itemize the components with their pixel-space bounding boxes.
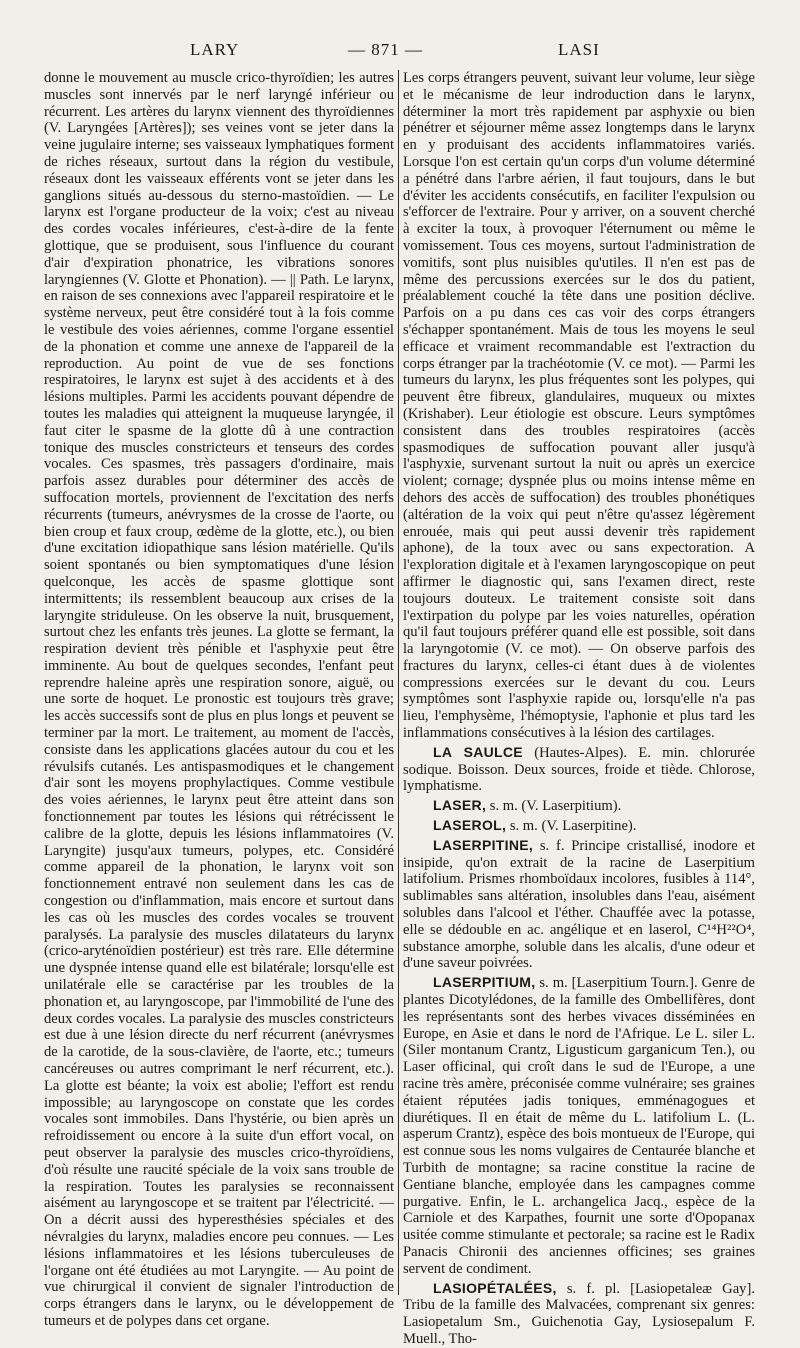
entry-lasiopetalees [403, 1280, 755, 1348]
entry-headword: LASER, [433, 797, 487, 814]
right-column [403, 70, 755, 1347]
larynx-article-text: donne le mouvement au muscle crico-thyroïdien; les autres muscles sont innervés par le nerf laryngé inférieur ou récurrent. Les artères du larynx viennent des thyroïdiennes (V. Laryngées [Artères]); ses veines vont se jeter dans la veine jugulaire interne; ses vaisseaux lymphatiques forment de riches réseaux, surtout dans la région du vestibule, réseaux dont les vaisseaux efférents vont se jeter dans les ganglions situés au-dessous du sterno-mastoïdien. — Le larynx est l'organe producteur de la voix; c'est au niveau des cordes vocales inférieures, c'est-à-dire de la fente glottique, que se produisent, sous l'influence du courant d'air d'expiration phonatrice, les vibrations sonores laryngiennes (V. Glotte et Phonation). — || Path. Le larynx, en raison de ses connexions avec l'appareil respiratoire et le système nerveux, peut être considéré tout à la fois comme le vestibule des voies aériennes, comme l'organe essentiel de la phonation et comme une annexe de l'appareil de la reproduction. Au point de vue de ses fonctions respiratoires, le larynx est sujet à des accidents et à des lésions multiples. Parmi les accidents pouvant dépendre de toutes les maladies qui atteignent la muqueuse laryngée, il faut citer le spasme de la glotte dû à une contraction tonique des muscles constricteurs et tenseurs des cordes vocales. Ces spasmes, très passagers d'ordinaire, mais parfois assez durables pour déterminer des accès de suffocation mortels, proviennent de l'excitation des nerfs récurrents (tumeurs, anévrysmes de la crosse de l'aorte, ou bien croup et faux croup, œdème de la glotte, etc.), ou bien d'une excitation idiopathique sans lésion matérielle. Qu'ils soient spontanés ou bien symptomatiques d'une lésion quelconque, les accès de spasme glottique sont intermittents; ils ressemblent beaucoup aux crises de la laryngite striduleuse. On les observe la nuit, brusquement, surtout chez les enfants très jeunes. La glotte se fermant, la respiration devient très pénible et l'asphyxie peut être imminente. Au bout de quelques secondes, l'enfant peut reprendre haleine après une respiration sonore, aiguë, ou une sorte de hoquet. Le pronostic est toujours très grave; les accès successifs sont de plus en plus longs et peuvent se terminer par la mort. Le traitement, au moment de l'accès, consiste dans les applications glacées autour du cou et les révulsifs cutanés. Les antispasmodiques et le changement d'air sont les moyens prophylactiques. Comme vestibule des voies aériennes, le larynx peut être atteint dans son fonctionnement par toutes les lésions qui rétrécissent le calibre de la glotte, depuis les lésions inflammatoires (V. Laryngite) jusqu'aux tumeurs, polypes, etc. Considéré comme appareil de la phonation, le larynx voit son fonctionnement entravé non seulement dans les cas de congestion ou d'inflammation, mais encore et surtout dans les cas où les muscles des cordes vocales se trouvent paralysés. La paralysie des muscles dilatateurs du larynx (crico-aryténoïdien postérieur) est très rare. Elle détermine une dyspnée intense quand elle est bilatérale; lorsqu'elle est unilatérale elle se caractérise par les troubles de la phonation et, au laryngoscope, par l'immobilité de l'une des deux cordes vocales. La paralysie des muscles constricteurs est due à une lésion directe du nerf récurrent (anévrysmes de la carotide, de la sous-clavière, de l'aorte, etc.; tumeurs cancéreuses ou autres comprimant le nerf récurrent, etc.). La glotte est béante; la voix est abolie; l'effort est rendu impossible; au laryngoscope on constate que les cordes vocales sont immobiles. Dans l'hystérie, ou bien après un refroidissement ou encore à la suite d'un effort vocal, on peut observer la paralysie des muscles crico-thyroïdiens, d'où résulte une raucité spéciale de la voix sans trouble de la respiration. Toutes les paralysies se reconnaissent aisément au laryngoscope et se traitent par l'électricité. — On a décrit aussi des hyperesthésies spéciales et des névralgies du larynx, maladies encore peu connues. — Les lésions inflammatoires et les lésions tuberculeuses de l'organe ont été étudiées au mot Laryngite. — Au point de vue chirurgical il convient de signaler l'introduction de corps étrangers dans le larynx, ou le développement de tumeurs et de polypes dans cet organe. [44, 70, 394, 1329]
entry-definition: s. f. pl. [Lasiopetaleæ Gay]. Tribu de la famille des Malvacées, comprenant six genres: Lasiopetalum Sm., Guichenotia Gay, Lysiosepalum F. Muell., Tho- [403, 1280, 755, 1347]
entry-definition: s. f. Principe cristallisé, inodore et insipide, qu'on extrait de la racine de Laserpitium latifolium. Prismes rhomboïdaux incolores, fusibles à 114°, sublimables sans altération, insolubles dans l'eau, aisément solubles dans l'alcool et l'éther. Chauffée avec la potasse, elle se dédouble en ac. angélique et en laserol, C¹⁴H²²O⁴, substance amorphe, soluble dans les alcalis, d'une odeur et d'une saveur poivrées. [403, 837, 755, 972]
running-head-left: LARY [190, 40, 240, 59]
larynx-article-continuation: Les corps étrangers peuvent, suivant leur volume, leur siège et le mécanisme de leur indroduction dans le larynx, déterminer la mort très rapidement par asphyxie ou bien pénétrer et séjourner même assez longtemps dans le larynx en y produisant des accidents inflammatoires variés. Lorsque l'on est certain qu'un corps d'un volume déterminé a pénétré dans l'arbre aérien, il faut toujours, dans le but d'éviter les accidents consécutifs, en faciliter l'expulsion ou s'efforcer de l'extraire. Pour y arriver, on a souvent cherché à exciter la toux, à provoquer l'éternument ou même le vomissement. Tous ces moyens, surtout l'administration de vomitifs, sont plus nuisibles qu'utiles. Il n'en est pas de même des percussions exercées sur le dos du patient, préalablement couché la tête dans une position déclive. Parfois on a pu dans ces cas voir des corps étrangers s'échapper spontanément. Mais de tous les moyens le seul efficace et vraiment recommandable est l'extraction du corps étranger par la trachéotomie (V. ce mot). — Parmi les tumeurs du larynx, les plus fréquentes sont les polypes, qui peuvent être fibreux, glandulaires, muqueux ou mixtes (Krishaber). Leur étiologie est obscure. Leurs symptômes consistent dans des troubles respiratoires (accès spasmodiques de suffocation pouvant aller jusqu'à l'asphyxie, survenant surtout la nuit ou après un exercice violent; cornage; dyspnée plus ou moins intense même en dehors des accès de suffocation) des troubles phonétiques (altération de la voix qui peut n'être qu'assez légèrement enrouée, mais qui peut aussi devenir très rapidement aphone), de la toux avec ou sans expectoration. A l'exploration digitale et à l'examen laryngoscopique on peut affirmer le diagnostic qui, sans l'examen direct, reste toujours douteux. Le traitement consiste soit dans l'extirpation du polype par les voies naturelles, opération qu'il faut toujours préférer quand elle est possible, soit dans la laryngotomie (V. ce mot). — On observe parfois des fractures du larynx, celles-ci étant dues à de violentes compressions exercées sur le devant du cou. Leurs symptômes sont l'asphyxie rapide ou, lorsqu'elle n'a pas lieu, l'emphysème, l'hémoptysie, l'aphonie et plus tard les inflammations consécutives à la lésion des cartilages. [403, 70, 755, 742]
entry-laser [403, 797, 755, 815]
entry-la-saulce [403, 744, 755, 795]
left-column [44, 70, 394, 1329]
entry-headword: LASEROL, [433, 817, 507, 834]
column-divider [398, 70, 399, 1295]
entry-laserpitium [403, 974, 755, 1277]
entry-definition: s. m. [Laserpitium Tourn.]. Genre de plantes Dicotylédones, de la famille des Ombellifères, dont les représentants sont des herbes vivaces disséminées en Europe, en Asie et dans le nord de l'Afrique. Le L. siler L. (Siler montanum Crantz, Ligusticum garganicum Ten.), ou Laser officinal, qui croît dans le sud de l'Europe, a une racine très amère, préconisée comme vulnéraire; ses graines étaient réputées jadis toniques, emménagogues et diurétiques. Il en était de même du L. latifolium L. (L. asperum Crantz), espèce des bois montueux de l'Europe, qui est connue sous les noms vulgaires de Centaurée blanche et Turbith de montagne; sa racine constitue la racine de Gentiane blanche, employée dans les campagnes comme purgative. Enfin, le L. archangelica Jacq., espèce de la Carniole et des Karpathes, fournit une sorte d'Opopanax usitée comme stimulante et pectorale; sa racine est le Radix Panacis Chironii des anciennes officines; ses graines servent de condiment. [403, 975, 755, 1277]
entry-definition: s. m. (V. Laserpitium). [486, 798, 622, 815]
entry-definition: (Hautes-Alpes). E. min. chlorurée sodique. Boisson. Deux sources, froide et tiède. Chlorose, lymphatisme. [403, 744, 755, 795]
entry-headword: LASERPITIUM, [433, 974, 536, 991]
page-number: — 871 — [348, 40, 423, 59]
entry-laserpitine [403, 837, 755, 972]
running-head-right: LASI [558, 40, 600, 59]
entry-definition: s. m. (V. Laserpitine). [506, 818, 637, 835]
entry-headword: LASERPITINE, [433, 836, 534, 853]
entry-headword: LASIOPÉTALÉES, [433, 1279, 557, 1296]
entry-headword: LA SAULCE [433, 743, 523, 760]
entry-laserol [403, 817, 755, 835]
